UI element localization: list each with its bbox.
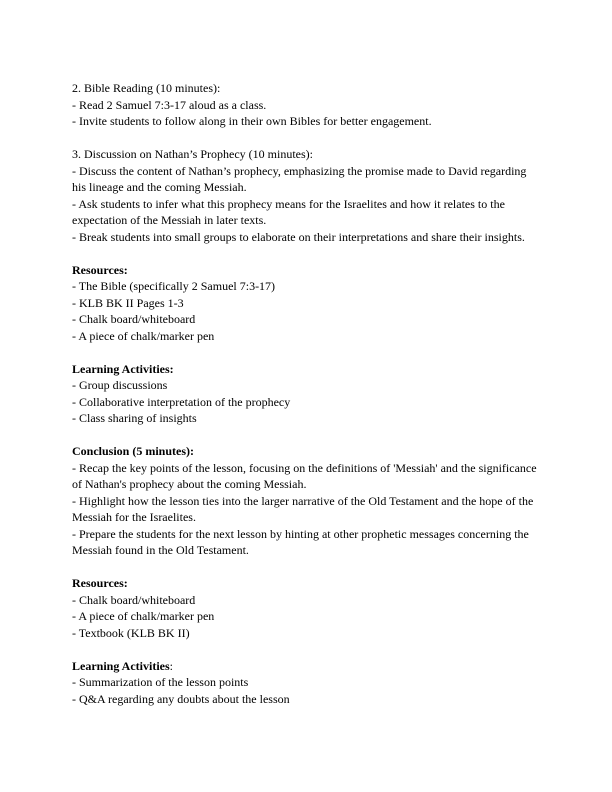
section-line: - Break students into small groups to elaborate on their interpretations and share their insights. <box>72 229 525 244</box>
section-line: - Ask students to infer what this prophecy means for the Israelites and how it relates to the expectation of the Messiah in later texts. <box>72 196 505 227</box>
section-heading-text: Learning Activities <box>72 658 170 673</box>
section-heading: Learning Activities: <box>72 361 174 376</box>
section-resources-2 <box>72 575 540 641</box>
section-resources-1 <box>72 262 540 345</box>
section-heading: Resources: <box>72 262 128 277</box>
section-line: - Q&A regarding any doubts about the lesson <box>72 691 290 706</box>
section-line: - Invite students to follow along in their own Bibles for better engagement. <box>72 114 432 128</box>
section-line: - Chalk board/whiteboard <box>72 592 196 607</box>
section-heading: 2. Bible Reading (10 minutes): <box>72 81 221 95</box>
section-line: - KLB BK II Pages 1-3 <box>72 295 184 310</box>
section-learning-activities-1 <box>72 361 540 427</box>
section-line: - Textbook (KLB BK II) <box>72 625 190 640</box>
section-line: - Summarization of the lesson points <box>72 675 249 689</box>
section-heading-colon: : <box>169 658 174 673</box>
section-heading <box>72 658 540 675</box>
section-line: - Discuss the content of Nathan’s prophecy, emphasizing the promise made to David regarding his lineage and the coming Messiah. <box>72 163 527 194</box>
section-bible-reading <box>72 80 540 130</box>
section-learning-activities-2 <box>72 658 540 708</box>
section-discussion-nathans-prophecy <box>72 146 540 245</box>
section-line: - Recap the key points of the lesson, focusing on the definitions of 'Messiah' and the significance of Nathan's prophecy about the coming Messiah. <box>72 460 537 491</box>
section-line: - Group discussions <box>72 378 168 392</box>
section-line: - Class sharing of insights <box>72 411 197 425</box>
section-line: - Chalk board/whiteboard <box>72 312 196 326</box>
section-line: - A piece of chalk/marker pen <box>72 328 215 343</box>
section-line: - The Bible (specifically 2 Samuel 7:3-17) <box>72 279 276 293</box>
section-line: - Prepare the students for the next lesson by hinting at other prophetic messages concerning the Messiah found in the Old Testament. <box>72 526 529 557</box>
section-heading: 3. Discussion on Nathan’s Prophecy (10 minutes): <box>72 147 313 161</box>
section-heading: Conclusion (5 minutes): <box>72 444 195 458</box>
section-line: - A piece of chalk/marker pen <box>72 609 215 623</box>
section-line: - Highlight how the lesson ties into the larger narrative of the Old Testament and the hope of the Messiah for the Israelites. <box>72 493 534 524</box>
section-heading: Resources: <box>72 576 128 590</box>
section-conclusion <box>72 443 540 559</box>
section-line: - Read 2 Samuel 7:3-17 aloud as a class. <box>72 97 267 112</box>
section-line: - Collaborative interpretation of the prophecy <box>72 394 291 409</box>
